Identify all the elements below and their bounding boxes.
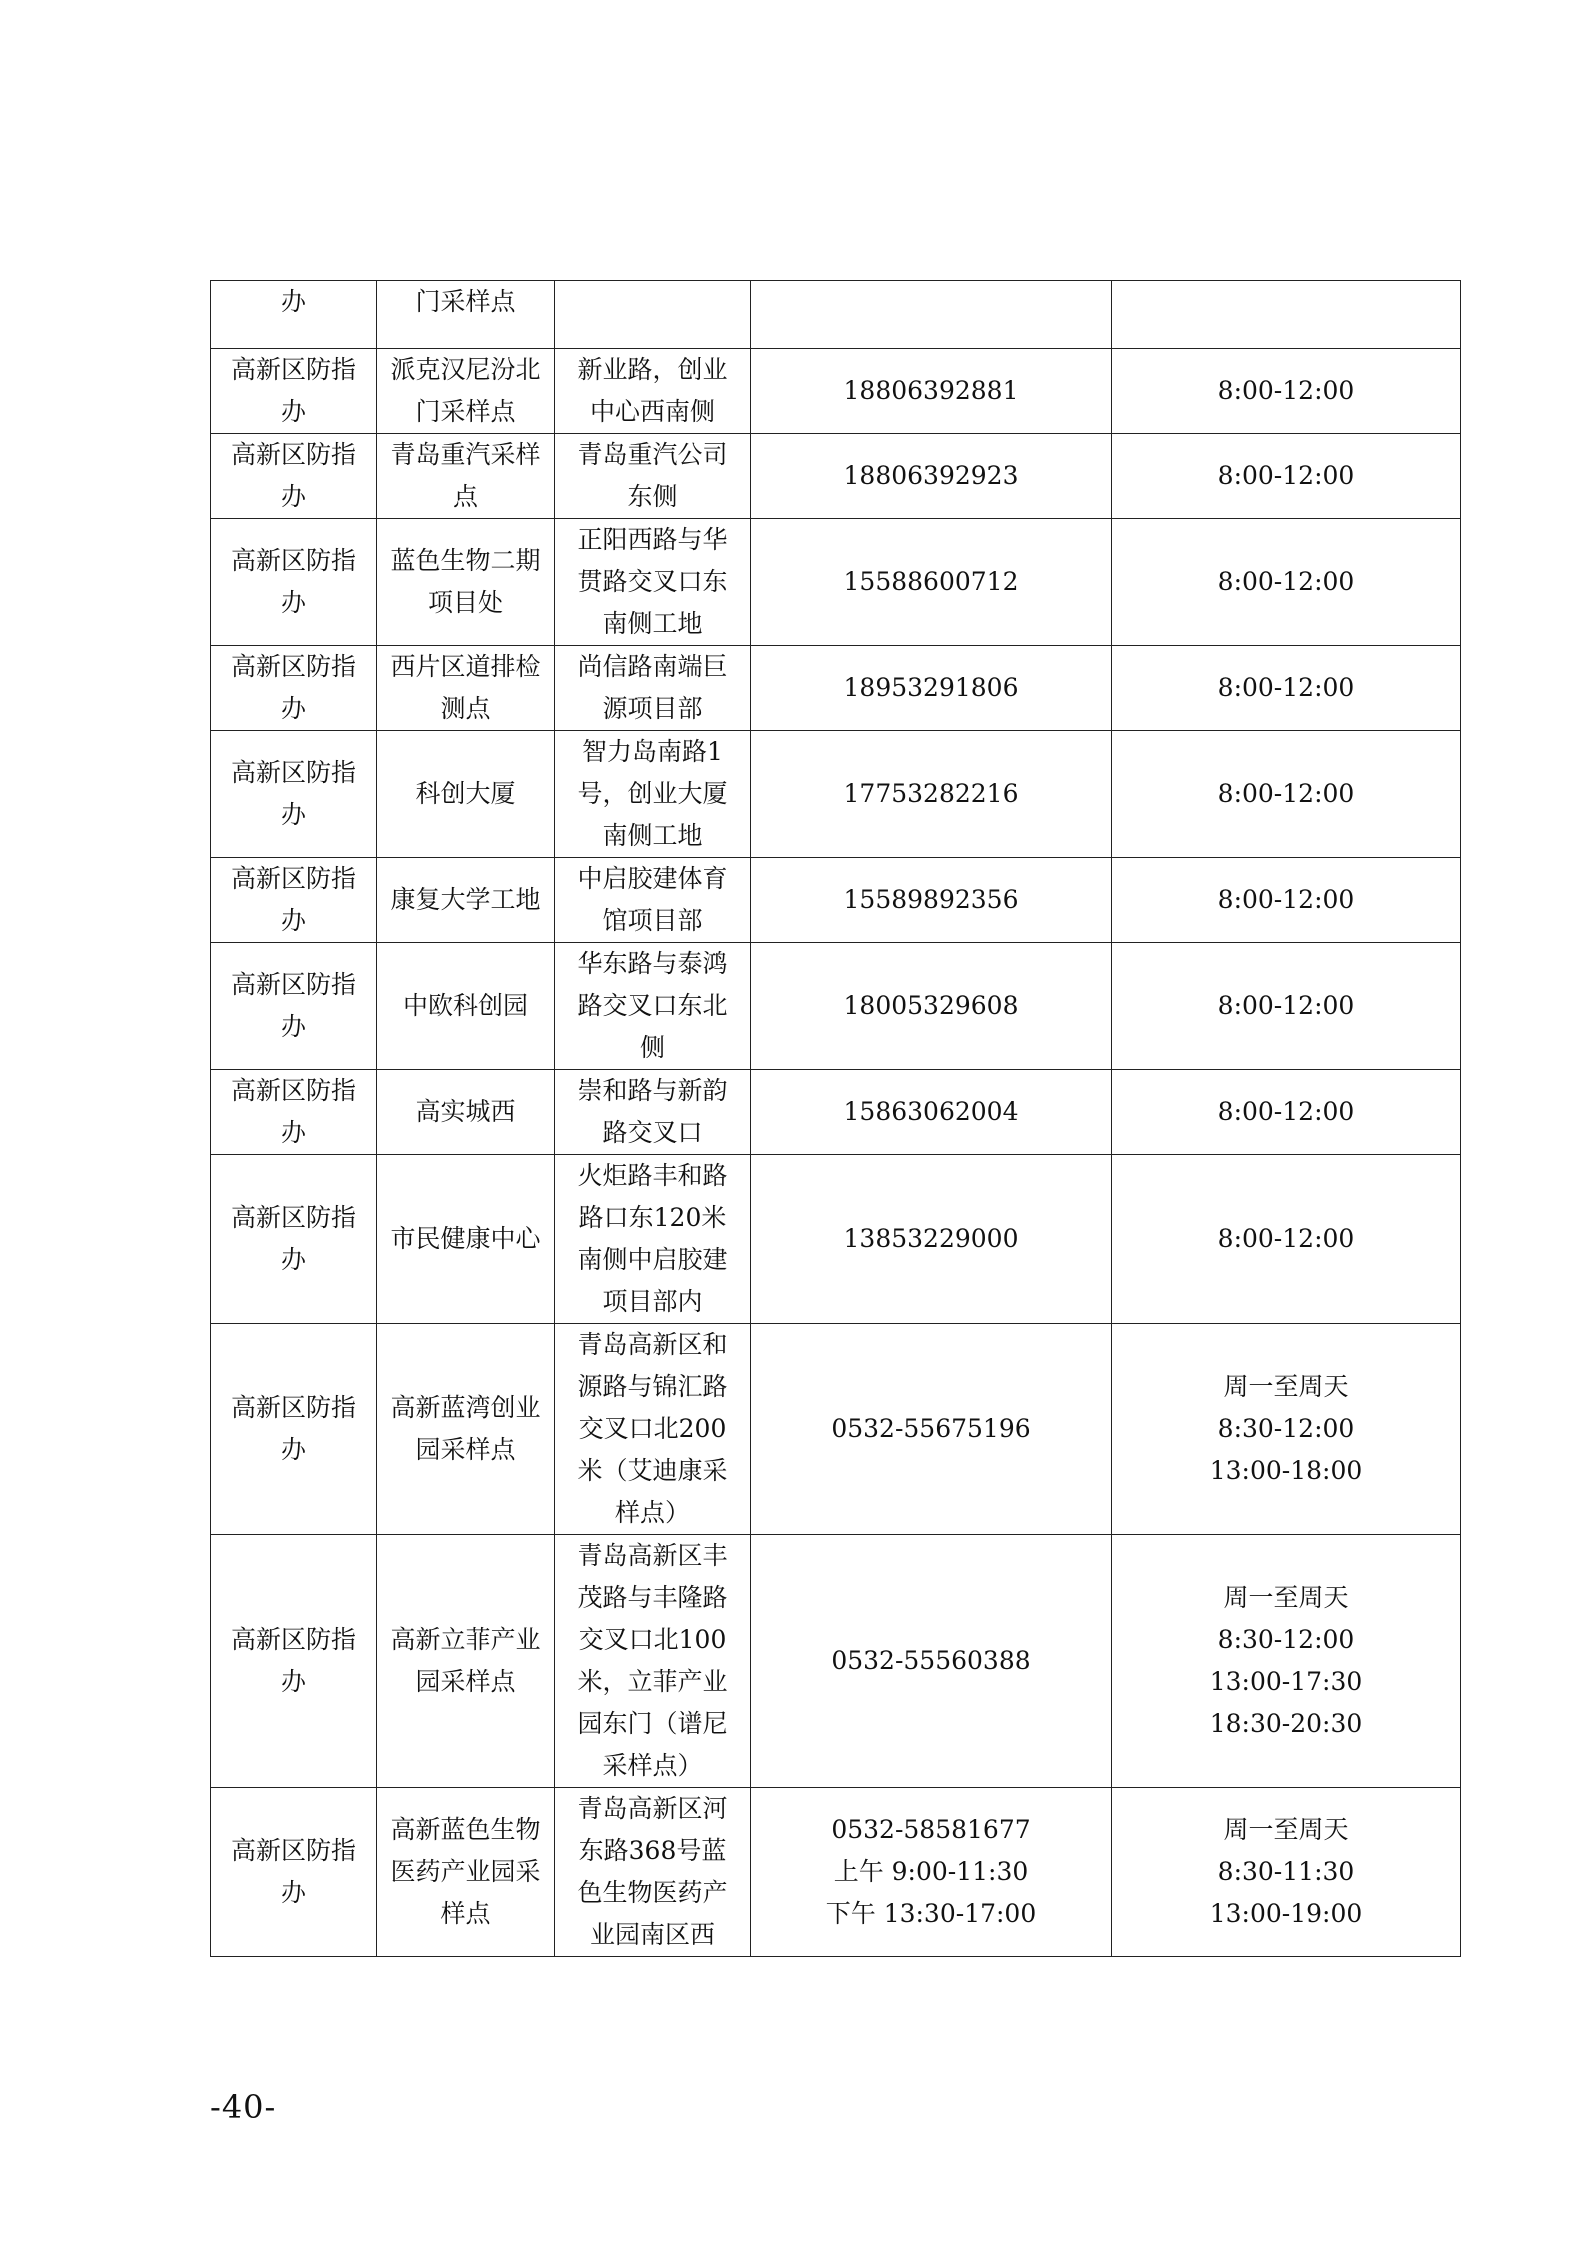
table-row	[211, 1324, 1461, 1535]
hours-cell-line: 8:00-12:00	[1217, 567, 1355, 596]
site-cell: 高新蓝色生物医药产业园采样点	[377, 1788, 555, 1957]
hours-cell-line: 13:00-19:00	[1209, 1899, 1363, 1928]
org-cell: 高新区防指办	[211, 646, 377, 731]
phone-cell-line: 18806392923	[843, 461, 1019, 490]
phone-cell	[751, 731, 1112, 858]
phone-cell-line: 0532-55560388	[831, 1646, 1031, 1675]
phone-cell-line: 下午 13:30-17:00	[825, 1899, 1037, 1928]
org-cell: 办	[211, 281, 377, 349]
hours-cell	[1112, 1070, 1461, 1155]
phone-cell-line: 15588600712	[843, 567, 1019, 596]
sampling-sites-table	[210, 280, 1461, 1957]
table-row	[211, 281, 1461, 349]
table-body	[211, 281, 1461, 1957]
hours-cell-line: 8:00-12:00	[1217, 673, 1355, 702]
org-cell: 高新区防指办	[211, 1070, 377, 1155]
phone-cell	[751, 1535, 1112, 1788]
address-cell: 智力岛南路1号，创业大厦南侧工地	[555, 731, 751, 858]
address-cell: 正阳西路与华贯路交叉口东南侧工地	[555, 519, 751, 646]
phone-cell	[751, 1070, 1112, 1155]
hours-cell	[1112, 349, 1461, 434]
address-cell: 中启胶建体育馆项目部	[555, 858, 751, 943]
phone-cell	[751, 646, 1112, 731]
site-cell: 高新立菲产业园采样点	[377, 1535, 555, 1788]
hours-cell	[1112, 943, 1461, 1070]
org-cell: 高新区防指办	[211, 434, 377, 519]
table-row	[211, 1155, 1461, 1324]
org-cell: 高新区防指办	[211, 731, 377, 858]
hours-cell	[1112, 1535, 1461, 1788]
site-cell: 中欧科创园	[377, 943, 555, 1070]
site-cell: 康复大学工地	[377, 858, 555, 943]
org-cell: 高新区防指办	[211, 858, 377, 943]
hours-cell	[1112, 434, 1461, 519]
hours-cell	[1112, 281, 1461, 349]
address-cell: 新业路，创业中心西南侧	[555, 349, 751, 434]
site-cell: 市民健康中心	[377, 1155, 555, 1324]
site-cell: 派克汉尼汾北门采样点	[377, 349, 555, 434]
table-row	[211, 1070, 1461, 1155]
hours-cell-line: 8:30-11:30	[1217, 1857, 1355, 1886]
table-row	[211, 1535, 1461, 1788]
phone-cell	[751, 349, 1112, 434]
org-cell: 高新区防指办	[211, 1788, 377, 1957]
phone-cell-line: 0532-55675196	[831, 1414, 1031, 1443]
address-cell: 青岛高新区和源路与锦汇路交叉口北200米（艾迪康采样点）	[555, 1324, 751, 1535]
phone-cell	[751, 434, 1112, 519]
page-number: -40-	[210, 2088, 277, 2126]
phone-cell-line: 18005329608	[843, 991, 1019, 1020]
table-row	[211, 858, 1461, 943]
org-cell: 高新区防指办	[211, 943, 377, 1070]
address-cell: 华东路与泰鸿路交叉口东北侧	[555, 943, 751, 1070]
phone-cell-line: 0532-58581677	[831, 1815, 1031, 1844]
address-cell: 崇和路与新韵路交叉口	[555, 1070, 751, 1155]
phone-cell	[751, 1155, 1112, 1324]
site-cell: 科创大厦	[377, 731, 555, 858]
table-row	[211, 349, 1461, 434]
site-cell: 青岛重汽采样点	[377, 434, 555, 519]
site-cell: 门采样点	[377, 281, 555, 349]
hours-cell	[1112, 731, 1461, 858]
hours-cell	[1112, 1324, 1461, 1535]
address-cell: 尚信路南端巨源项目部	[555, 646, 751, 731]
phone-cell	[751, 281, 1112, 349]
table-row	[211, 519, 1461, 646]
phone-cell-line: 18953291806	[843, 673, 1019, 702]
hours-cell-line: 8:00-12:00	[1217, 1097, 1355, 1126]
hours-cell-line: 周一至周天	[1223, 1815, 1349, 1844]
hours-cell-line: 8:00-12:00	[1217, 1224, 1355, 1253]
hours-cell-line: 8:30-12:00	[1217, 1625, 1355, 1654]
table-row	[211, 1788, 1461, 1957]
phone-cell-line: 15863062004	[843, 1097, 1019, 1126]
hours-cell-line: 周一至周天	[1223, 1583, 1349, 1612]
address-cell: 青岛重汽公司东侧	[555, 434, 751, 519]
hours-cell-line: 13:00-17:30	[1209, 1667, 1363, 1696]
table-row	[211, 646, 1461, 731]
phone-cell	[751, 1788, 1112, 1957]
org-cell: 高新区防指办	[211, 519, 377, 646]
site-cell: 蓝色生物二期项目处	[377, 519, 555, 646]
site-cell: 高实城西	[377, 1070, 555, 1155]
hours-cell	[1112, 646, 1461, 731]
table-row	[211, 434, 1461, 519]
hours-cell-line: 8:30-12:00	[1217, 1414, 1355, 1443]
phone-cell-line: 15589892356	[843, 885, 1019, 914]
hours-cell	[1112, 519, 1461, 646]
site-cell: 西片区道排检测点	[377, 646, 555, 731]
hours-cell-line: 8:00-12:00	[1217, 461, 1355, 490]
hours-cell-line: 8:00-12:00	[1217, 779, 1355, 808]
org-cell: 高新区防指办	[211, 1324, 377, 1535]
address-cell: 青岛高新区河东路368号蓝色生物医药产业园南区西	[555, 1788, 751, 1957]
phone-cell	[751, 519, 1112, 646]
hours-cell-line: 18:30-20:30	[1209, 1709, 1363, 1738]
phone-cell-line: 上午 9:00-11:30	[833, 1857, 1029, 1886]
site-cell: 高新蓝湾创业园采样点	[377, 1324, 555, 1535]
phone-cell	[751, 1324, 1112, 1535]
address-cell: 火炬路丰和路路口东120米南侧中启胶建项目部内	[555, 1155, 751, 1324]
table-row	[211, 731, 1461, 858]
phone-cell	[751, 943, 1112, 1070]
hours-cell-line: 8:00-12:00	[1217, 885, 1355, 914]
hours-cell-line: 周一至周天	[1223, 1372, 1349, 1401]
table-row	[211, 943, 1461, 1070]
org-cell: 高新区防指办	[211, 349, 377, 434]
org-cell: 高新区防指办	[211, 1155, 377, 1324]
address-cell: 青岛高新区丰茂路与丰隆路交叉口北100米，立菲产业园东门（谱尼采样点）	[555, 1535, 751, 1788]
hours-cell	[1112, 1788, 1461, 1957]
org-cell: 高新区防指办	[211, 1535, 377, 1788]
phone-cell-line: 17753282216	[843, 779, 1019, 808]
phone-cell-line: 18806392881	[843, 376, 1019, 405]
hours-cell-line: 13:00-18:00	[1209, 1456, 1363, 1485]
phone-cell	[751, 858, 1112, 943]
hours-cell	[1112, 858, 1461, 943]
hours-cell-line: 8:00-12:00	[1217, 991, 1355, 1020]
hours-cell-line: 8:00-12:00	[1217, 376, 1355, 405]
address-cell	[555, 281, 751, 349]
phone-cell-line: 13853229000	[843, 1224, 1019, 1253]
hours-cell	[1112, 1155, 1461, 1324]
